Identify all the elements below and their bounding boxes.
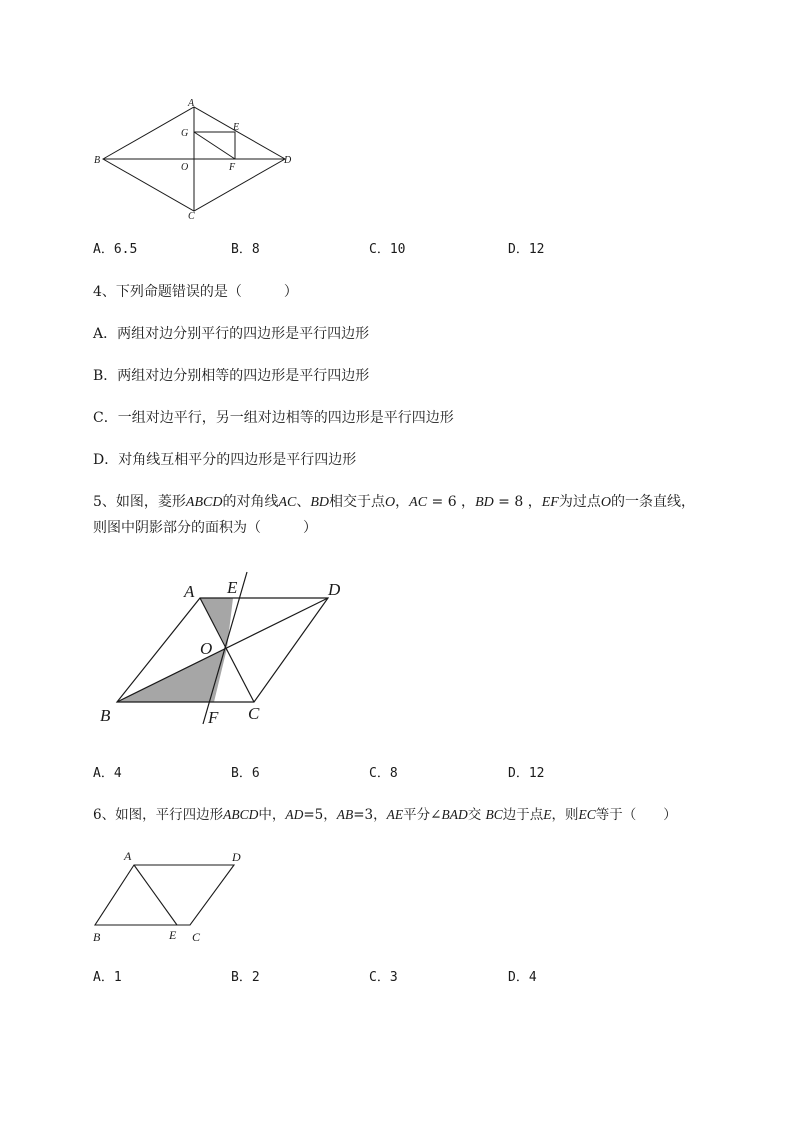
fig3-label-a: A [124,849,132,863]
q6-stem-text: =3， [353,807,387,823]
fig2-label-d: D [328,580,341,599]
fig2-label-f: F [208,708,219,727]
q3-option-c[interactable]: C．10 [369,242,406,257]
fig2-label-a: A [184,582,195,601]
q3-option-d[interactable]: D．12 [508,242,545,257]
q4-stem: 4、下列命题错误的是（ ） [93,284,298,300]
q5-stem-text: 5、如图，菱形 [93,494,186,510]
fig1-label-g: G [181,128,189,139]
q6-stem-text: ，则 [551,807,579,823]
q5-stem-text: 、 [296,494,311,510]
q5-option-d[interactable]: D．12 [508,766,545,781]
q6-stem-text: 边于点 [502,807,544,823]
q5-stem-var: BD [475,495,494,510]
q6-option-a[interactable]: A．1 [93,970,122,985]
q6-stem-var: ABCD [223,807,259,822]
q5-stem-var: ABCD [185,495,223,510]
fig1-label-c: C [188,211,195,222]
q5-stem-text: 相交于点 [329,494,386,510]
q5-stem-var: AC [278,495,297,510]
q6-stem-text: =5， [303,807,337,823]
q6-stem [93,806,677,824]
q6-stem-text: 等于（ ） [595,807,677,823]
q4-option-b[interactable]: B．两组对边分别相等的四边形是平行四边形 [93,368,370,384]
q6-stem-var: EC [578,807,596,822]
q6-stem-var: BC [485,807,503,822]
fig2-label-b: B [100,706,111,725]
q5-stem-text: = 6 ， [427,494,476,510]
q6-stem-var: AE [386,807,404,822]
q5-stem-var: O [600,495,611,510]
fig2-label-c: C [248,704,260,723]
fig1-label-d: D [284,155,292,166]
q5-stem-text: 的一条直线， [610,494,695,510]
fig1-label-b: B [94,155,101,166]
fig1-label-a: A [188,98,195,109]
q5-stem-var: AC [409,495,428,510]
q6-stem-text: 交 [467,807,486,823]
q6-stem-var: AB [336,807,354,822]
q5-stem-text: ， [395,494,410,510]
q5-stem-var: BD [310,495,330,510]
q5-stem-var: EF [541,495,559,510]
fig1-label-o: O [181,162,189,173]
q5-stem-text: = 8 ， [493,494,542,510]
q6-stem-text: 中， [258,807,286,823]
q4-option-d[interactable]: D．对角线互相平分的四边形是平行四边形 [93,452,357,468]
q5-option-c[interactable]: C．8 [369,766,398,781]
q5-option-b[interactable]: B．6 [231,766,260,781]
q5-stem-line2: 则图中阴影部分的面积为（ ） [93,520,317,536]
fig1-label-e: E [233,122,240,133]
fig2-label-e: E [227,578,238,597]
fig2-label-o: O [200,639,213,658]
q5-option-a[interactable]: A．4 [93,766,122,781]
q5-stem-line1 [93,493,695,512]
fig3-label-b: B [93,930,101,944]
q5-stem-text: 为过点 [558,494,601,510]
q5-stem-var: O [385,495,396,510]
q6-stem-text: 6、如图，平行四边形 [93,807,224,823]
figure-rhombus-shaded [95,570,355,740]
q6-stem-var: AD [285,807,304,822]
fig3-label-d: D [232,850,241,864]
q4-option-a[interactable]: A．两组对边分别平行的四边形是平行四边形 [93,326,370,342]
fig1-label-f: F [229,162,236,173]
q4-option-c[interactable]: C．一组对边平行，另一组对边相等的四边形是平行四边形 [93,410,454,426]
figure-rhombus-gef [90,95,310,225]
q6-option-b[interactable]: B．2 [231,970,260,985]
fig3-label-e: E [169,928,177,942]
figure-parallelogram [88,845,258,945]
fig3-label-c: C [192,930,201,944]
q6-stem-var: E [543,807,552,822]
q6-stem-var: BAD [441,807,468,822]
q6-option-c[interactable]: C．3 [369,970,398,985]
q3-option-b[interactable]: B．8 [231,242,260,257]
q3-option-a[interactable]: A．6.5 [93,242,138,257]
q6-option-d[interactable]: D．4 [508,970,537,985]
q6-stem-text: 平分∠ [403,807,442,823]
q5-stem-text: 的对角线 [222,494,279,510]
